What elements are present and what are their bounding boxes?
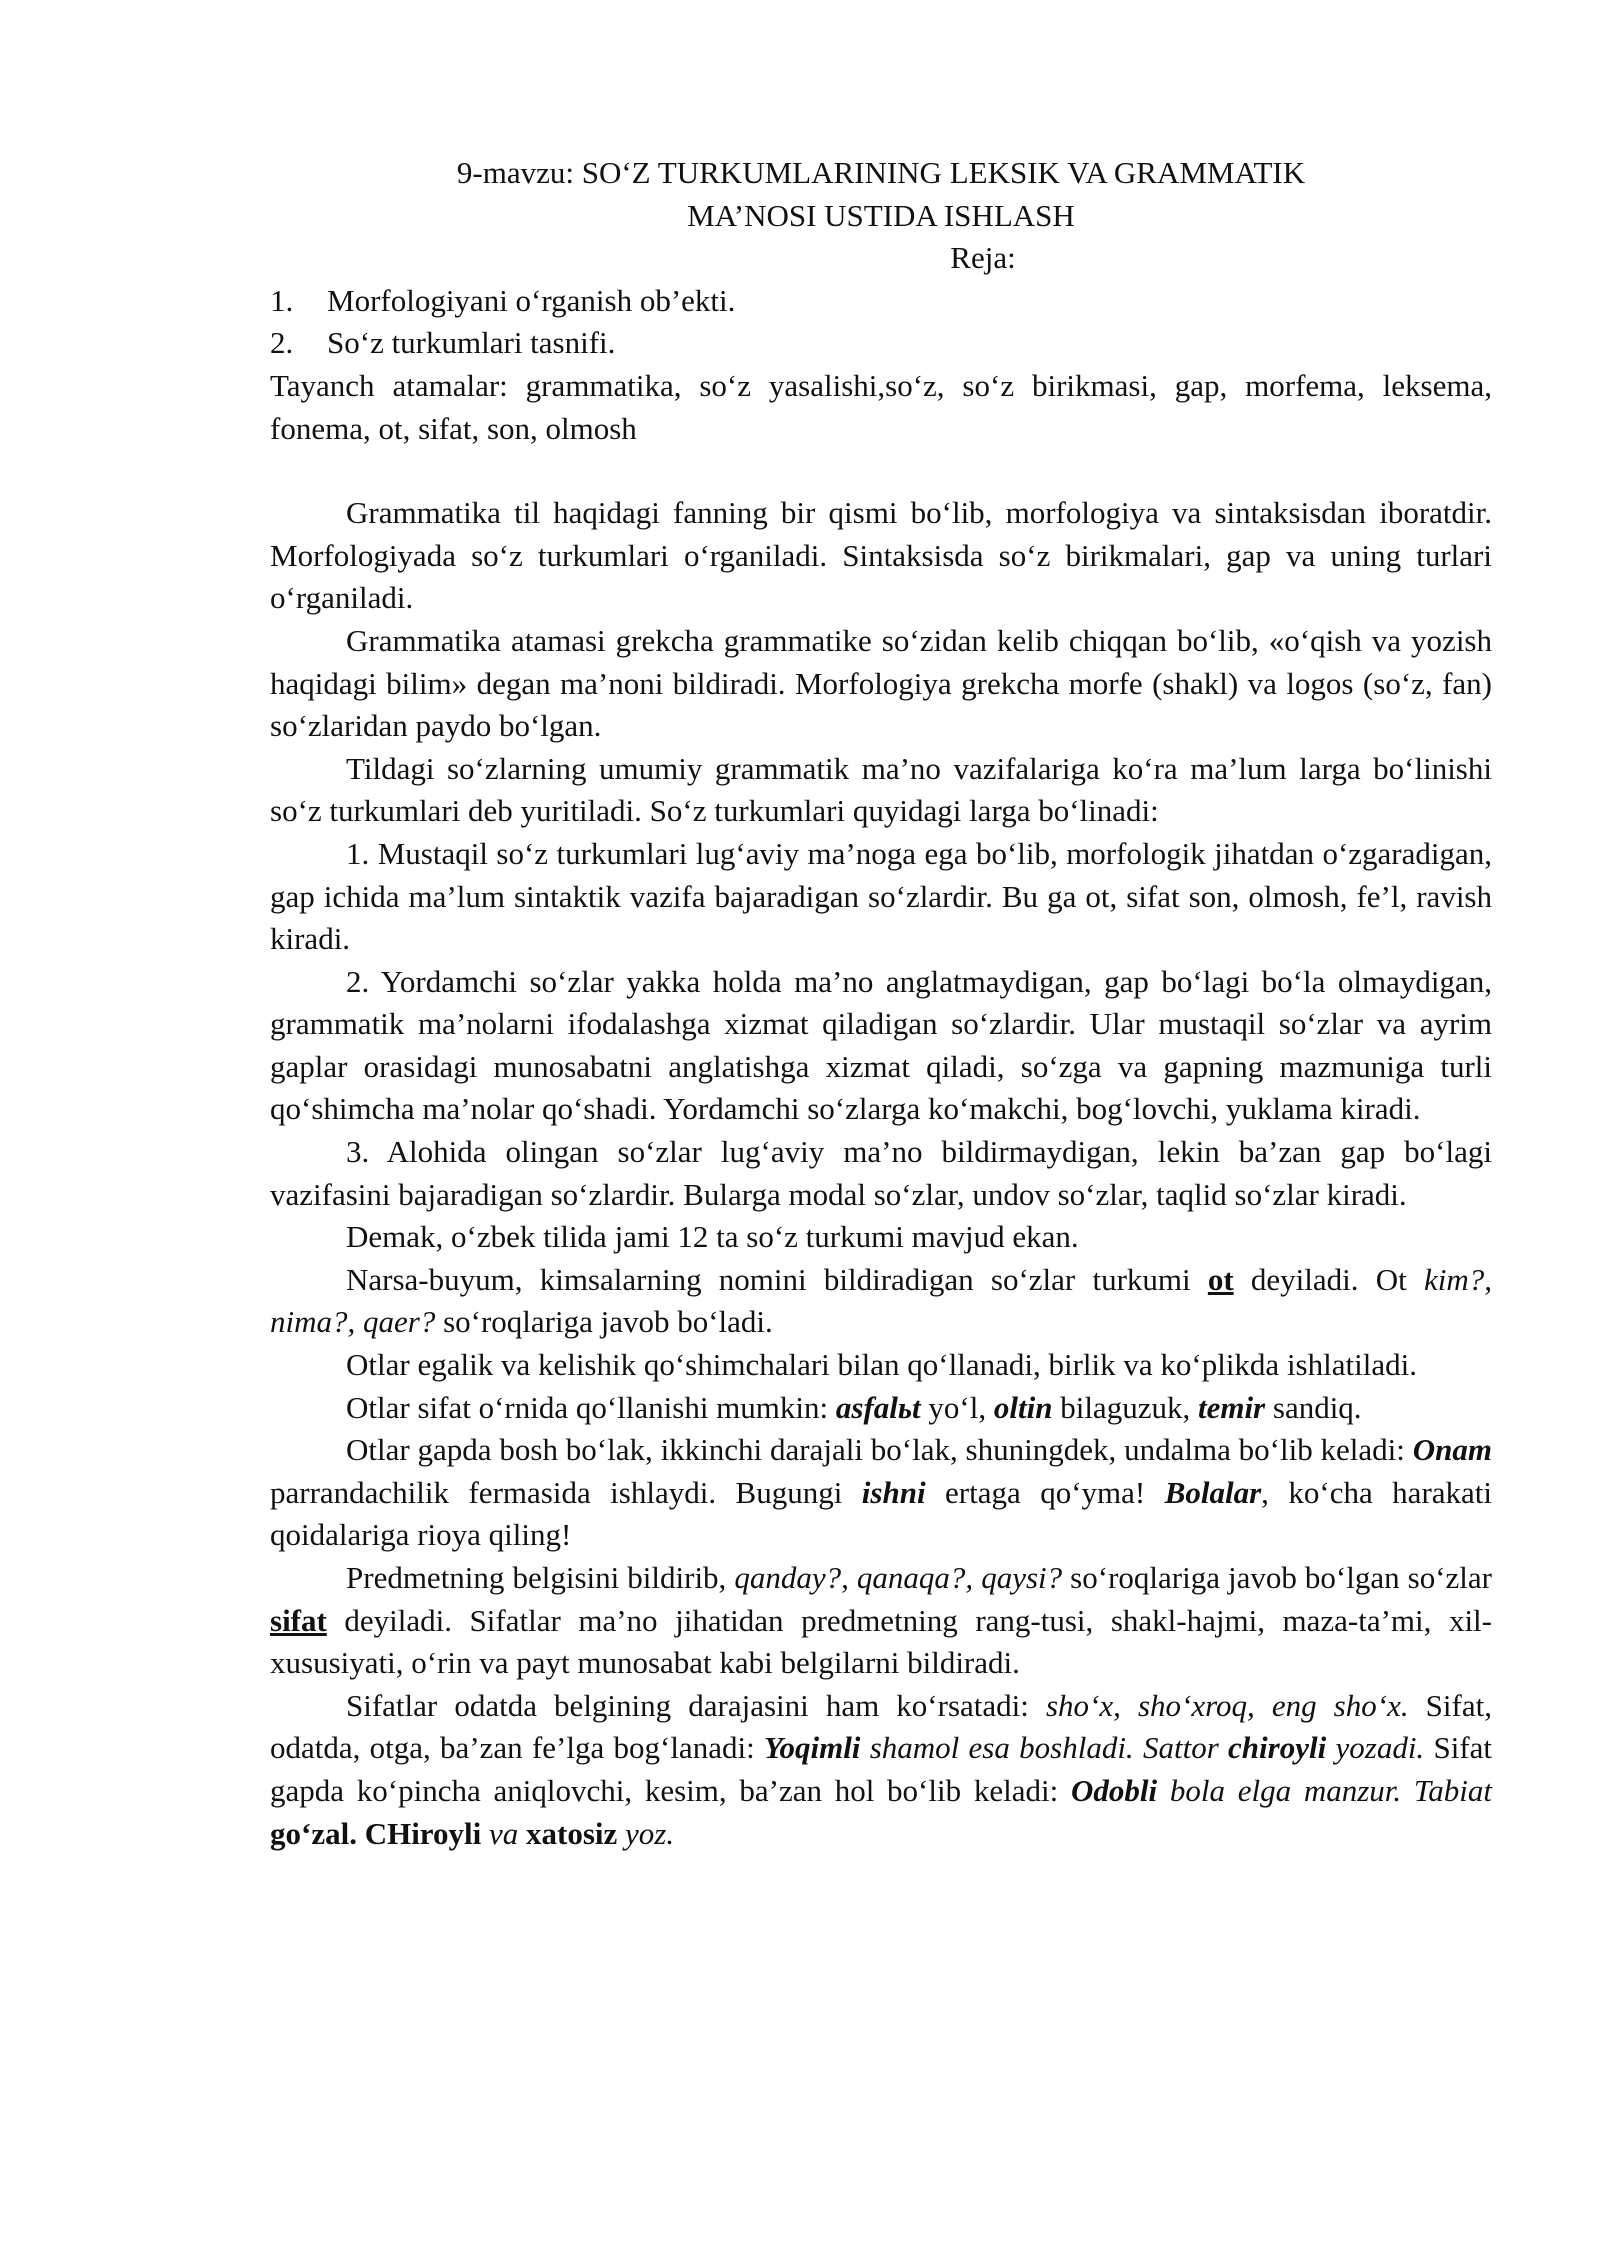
example-phrase: yozadi. xyxy=(1326,1730,1425,1766)
example-word: xatosiz xyxy=(526,1815,618,1851)
example-phrase: bola elga manzur. Tabiat xyxy=(1157,1772,1493,1808)
example-word: Onam xyxy=(1412,1432,1492,1468)
text-run: deyiladi. Ot xyxy=(1233,1261,1424,1297)
paragraph-9: Otlar egalik va kelishik qo‘shimchalari bilan qo‘llanadi, birlik va ko‘plikda ishlatiladi. xyxy=(346,1347,1417,1383)
question-words: qanday?, qanaqa?, qaysi? xyxy=(734,1560,1063,1595)
key-terms: Tayanch atamalar: grammatika, so‘z yasalishi,so‘z, so‘z birikmasi, gap, morfema, leksema, fonema, ot, sifat, son, olmosh xyxy=(270,367,1492,446)
text-run: Sifatlar odatda belgining darajasini ham ko‘rsatadi: xyxy=(346,1687,1046,1723)
plan-item-number: 1. xyxy=(270,282,294,318)
example-phrase: va xyxy=(481,1815,526,1851)
example-word: asfalьt xyxy=(835,1389,921,1425)
title-line-1: 9-mavzu: SO‘Z TURKUMLARINING LEKSIK VA GRAMMATIK xyxy=(456,155,1306,190)
example-word: go‘zal. CHiroyli xyxy=(270,1815,482,1851)
text-run: Predmetning belgisini bildirib, xyxy=(346,1560,735,1595)
term-ot: ot xyxy=(1207,1261,1234,1297)
paragraph-6: 3. Alohida olingan so‘zlar lug‘aviy ma’no bildirmaydigan, lekin ba’zan gap bo‘lagi vazifasini bajaradigan so‘zlardir. Bularga modal so‘zlar, undov so‘zlar, taqlid so‘zlar kiradi. xyxy=(270,1134,1492,1212)
text-run: deyiladi. Sifatlar ma’no jihatidan predmetning rang-tusi, shakl-hajmi, maza-ta’mi, xil-xususiyati, o‘rin va payt munosabat kabi belgilarni bildiradi. xyxy=(270,1602,1492,1681)
title-line-2: MA’NOSI USTIDA ISHLASH xyxy=(687,197,1075,233)
text-run: ertaga qo‘yma! xyxy=(925,1474,1165,1510)
paragraph-4: 1. Mustaqil so‘z turkumlari lug‘aviy ma’noga ega bo‘lib, morfologik jihatdan o‘zgaradigan, gap ichida ma’lum sintaktik vazifa bajaradigan so‘zlardir. Bu ga ot, sifat son, olmosh, fe’l, ravish kiradi. xyxy=(270,835,1492,957)
example-word: Bolalar xyxy=(1164,1474,1262,1510)
example-word: oltin xyxy=(993,1389,1053,1425)
text-run: so‘roqlariga javob bo‘ladi. xyxy=(435,1304,773,1340)
text-run: Sifat, odatda, otga, ba’zan fe’lga bog‘lanadi: xyxy=(270,1687,1492,1766)
text-run: , ko‘cha harakati qoidalariga rioya qiling! xyxy=(270,1474,1493,1553)
example-word: Yoqimli xyxy=(763,1730,861,1766)
example-word: Odobli xyxy=(1070,1772,1158,1808)
paragraph-3: Tildagi so‘zlarning umumiy grammatik ma’no vazifalariga ko‘ra ma’lum larga bo‘linishi so‘z turkumlari deb yuritiladi. So‘z turkumlari quyidagi larga bo‘linadi: xyxy=(270,750,1492,829)
text-run: Otlar sifat o‘rnida qo‘llanishi mumkin: xyxy=(346,1389,836,1425)
text-run: sandiq. xyxy=(1265,1389,1362,1425)
plan-item-text: Morfologiyani o‘rganish ob’ekti. xyxy=(327,282,736,318)
body-text xyxy=(270,492,1492,1855)
plan-item xyxy=(270,280,1492,323)
plan-item xyxy=(270,322,1492,365)
example-phrase: yoz. xyxy=(617,1815,675,1851)
paragraph-8 xyxy=(270,1259,1492,1344)
example-word: ishni xyxy=(861,1474,926,1510)
paragraph-2: Grammatika atamasi grekcha grammatike so‘zidan kelib chiqqan bo‘lib, «o‘qish va yozish haqidagi bilim» degan ma’noni bildiradi. Morfologiya grekcha morfe (shakl) va logos (so‘z, fan) so‘zlaridan paydo bo‘lgan. xyxy=(270,622,1492,744)
paragraph-5: 2. Yordamchi so‘zlar yakka holda ma’no anglatmaydigan, gap bo‘lagi bo‘la olmaydigan, grammatik ma’nolarni ifodalashga xizmat qiladigan so‘zlardir. Ular mustaqil so‘zlar va ayrim gaplar orasidagi munosabatni anglatishga xizmat qiladi, so‘zga va gapning mazmuniga turli qo‘shimcha ma’nolar qo‘shadi. Yordamchi so‘zlarga ko‘makchi, bog‘lovchi, yuklama kiradi. xyxy=(270,963,1492,1127)
example-phrase: sho‘x, sho‘xroq, eng sho‘x. xyxy=(1045,1687,1409,1723)
text-run: parrandachilik fermasida ishlaydi. Bugungi xyxy=(270,1474,862,1510)
text-run: Narsa-buyum, kimsalarning nomini bildiradigan so‘zlar turkumi xyxy=(346,1261,1208,1297)
example-word: chiroyli xyxy=(1228,1730,1327,1766)
paragraph-11 xyxy=(270,1429,1492,1557)
reja-label: Reja: xyxy=(950,240,1016,276)
example-word: temir xyxy=(1197,1389,1266,1425)
paragraph-10 xyxy=(270,1387,1492,1430)
paragraph-12 xyxy=(270,1557,1492,1685)
plan-item-number: 2. xyxy=(270,325,294,361)
text-run: yo‘l, xyxy=(920,1389,994,1425)
text-run: Otlar gapda bosh bo‘lak, ikkinchi darajali bo‘lak, shuningdek, undalma bo‘lib keladi: xyxy=(346,1432,1413,1468)
plan-list xyxy=(270,280,1492,365)
paragraph-13 xyxy=(270,1685,1492,1855)
document-page xyxy=(270,152,1492,1855)
paragraph-1: Grammatika til haqidagi fanning bir qismi bo‘lib, morfologiya va sintaksisdan iboratdir. Morfologiyada so‘z turkumlari o‘rganiladi. Sintaksisda so‘z birikmalari, gap va uning turlari o‘rganiladi. xyxy=(270,495,1492,616)
term-sifat: sifat xyxy=(270,1602,327,1638)
example-phrase: shamol esa boshladi. Sattor xyxy=(860,1730,1229,1766)
plan-item-text: So‘z turkumlari tasnifi. xyxy=(327,325,616,361)
text-run: Sifat gapda ko‘pincha aniqlovchi, kesim, ba’zan hol bo‘lib keladi: xyxy=(270,1730,1493,1808)
paragraph-7: Demak, o‘zbek tilida jami 12 ta so‘z turkumi mavjud ekan. xyxy=(346,1219,1079,1255)
text-run: bilaguzuk, xyxy=(1052,1389,1198,1425)
question-words: kim?, nima?, qaer? xyxy=(270,1261,1492,1340)
text-run: so‘roqlariga javob bo‘lgan so‘zlar xyxy=(1062,1560,1492,1595)
